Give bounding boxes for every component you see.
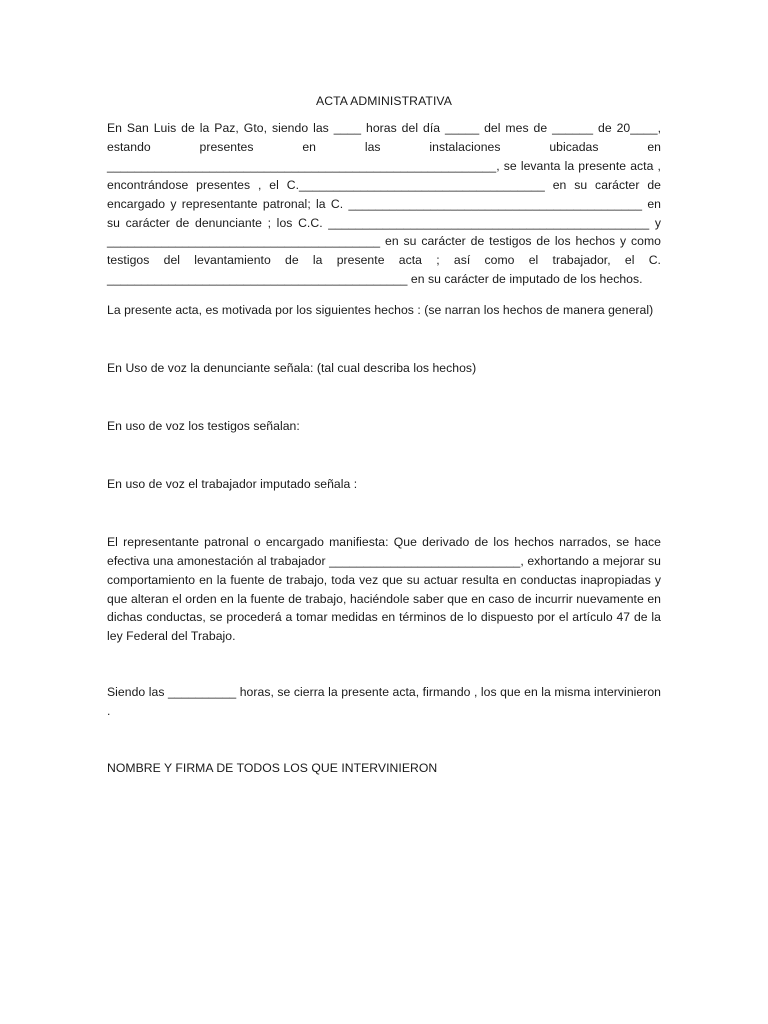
document-title: ACTA ADMINISTRATIVA	[316, 94, 452, 108]
witnesses-statement-paragraph: En uso de voz los testigos señalan:	[107, 418, 300, 433]
signatures-heading: NOMBRE Y FIRMA DE TODOS LOS QUE INTERVINIERON	[107, 761, 438, 776]
employer-statement-paragraph: El representante patronal o encargado manifiesta: Que derivado de los hechos narrados, se hace efectiva una amonestación al trabajador ____________________________, exhortando a mejorar su comportamiento en la fuente de trabajo, toda vez que su actuar resulta en conductas inapropiadas y que alteran el orden en la fuente de trabajo, haciéndole saber que en caso de incurrir nuevamente en dichas conductas, se procederá a tomar medidas en términos de lo dispuesto por el artículo 47 de la ley Federal del Trabajo.	[107, 534, 661, 644]
motive-paragraph: La presente acta, es motivada por los siguientes hechos : (se narran los hechos de manera general)	[107, 303, 654, 318]
opening-paragraph: En San Luis de la Paz, Gto, siendo las ____ horas del día _____ del mes de ______ de 20____, estando presentes en las instalaciones ubicadas en _________________________________________________________, se levanta la presente acta , encontrándose presentes , el C.____________________________________ en su carácter de encargado y representante patronal; la C. ___________________________________________ en su carácter de denunciante ; los C.C. _______________________________________________ y ________________________________________ en su carácter de testigos de los hechos y como testigos del levantamiento de la presente acta ; así como el trabajador, el C. ____________________________________________ en su carácter de imputado de los hechos.	[107, 121, 661, 287]
complainant-statement-paragraph: En Uso de voz la denunciante señala: (tal cual describa los hechos)	[107, 361, 477, 376]
closing-paragraph: Siendo las __________ horas, se cierra la presente acta, firmando , los que en la misma intervinieron .	[107, 685, 661, 719]
accused-statement-paragraph: En uso de voz el trabajador imputado señala :	[107, 476, 358, 491]
